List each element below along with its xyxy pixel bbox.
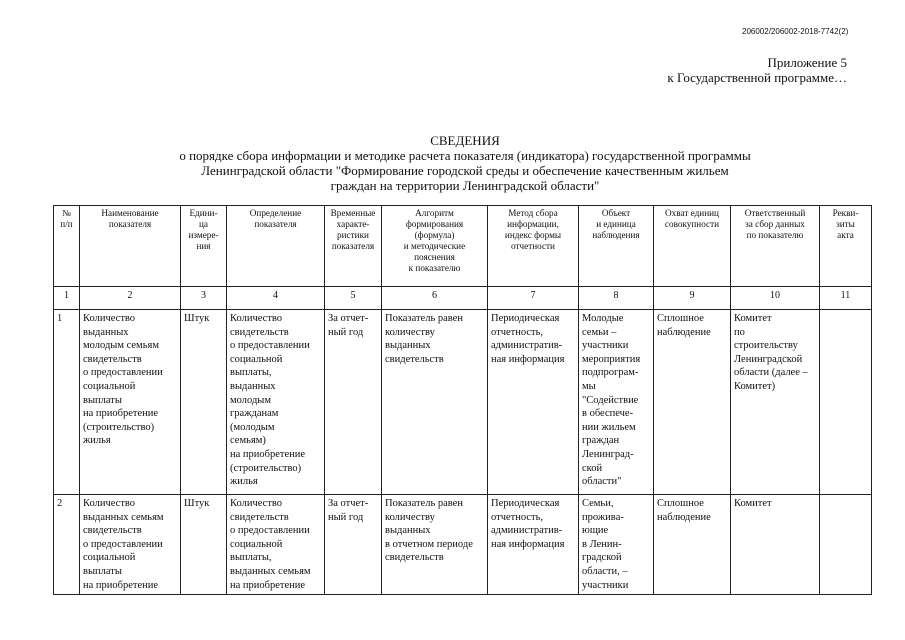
header-cell: Едини- ца измере- ния xyxy=(181,206,227,287)
table-cell: Количество выданных молодым семьям свидетельств о предоставлении социальной выплаты на приобретение (строительство) жилья xyxy=(80,310,181,495)
title-heading: СВЕДЕНИЯ xyxy=(430,133,500,148)
header-cell: Временные характе- ристики показателя xyxy=(325,206,382,287)
table-cell xyxy=(820,310,872,495)
title-line-2: Ленинградской области "Формирование городской среды и обеспечение качественным жильем xyxy=(201,163,729,178)
table-cell: Штук xyxy=(181,495,227,595)
header-cell: Метод сбора информации, индекс формы отчетности xyxy=(488,206,579,287)
table-cell: Периодическая отчетность, административ- ная информация xyxy=(488,495,579,595)
title-line-3: граждан на территории Ленинградской области" xyxy=(330,178,600,193)
table-cell: Количество свидетельств о предоставлении социальной выплаты, выданных молодым гражданам (молодым семьям) на приобретение (строительство) жилья xyxy=(227,310,325,495)
annex-reference xyxy=(667,55,847,85)
table-cell: За отчет- ный год xyxy=(325,310,382,495)
column-number: 9 xyxy=(654,287,731,310)
table-cell: Периодическая отчетность, административ- ная информация xyxy=(488,310,579,495)
header-cell: № п/п xyxy=(54,206,80,287)
indicator-table xyxy=(53,205,872,595)
column-number: 4 xyxy=(227,287,325,310)
table-header-row xyxy=(54,206,872,287)
table-cell: Штук xyxy=(181,310,227,495)
table-cell: Сплошное наблюдение xyxy=(654,495,731,595)
column-number: 2 xyxy=(80,287,181,310)
column-number: 10 xyxy=(731,287,820,310)
table-cell: Показатель равен количеству выданных в отчетном периоде свидетельств xyxy=(382,495,488,595)
table-cell: Комитет по строительству Ленинградской области (далее – Комитет) xyxy=(731,310,820,495)
annex-line-1: Приложение 5 xyxy=(767,55,847,70)
header-cell: Алгоритм формирования (формула) и методические пояснения к показателю xyxy=(382,206,488,287)
header-cell: Рекви- зиты акта xyxy=(820,206,872,287)
header-cell: Объект и единица наблюдения xyxy=(579,206,654,287)
header-cell: Определение показателя xyxy=(227,206,325,287)
table-cell xyxy=(820,495,872,595)
table-row xyxy=(54,495,872,595)
column-number: 1 xyxy=(54,287,80,310)
document-number: 206002/206002-2018-7742(2) xyxy=(742,27,849,36)
table-cell: Количество свидетельств о предоставлении социальной выплаты, выданных семьям на приобретение xyxy=(227,495,325,595)
column-number: 3 xyxy=(181,287,227,310)
document-title xyxy=(0,133,905,193)
table-cell: 1 xyxy=(54,310,80,495)
header-cell: Охват единиц совокупности xyxy=(654,206,731,287)
table-cell: Молодые семьи – участники мероприятия подпрограм- мы "Содействие в обеспече- нии жильем граждан Ленинград- ской области" xyxy=(579,310,654,495)
table-cell: Показатель равен количеству выданных свидетельств xyxy=(382,310,488,495)
table-cell: Семьи, проживa- ющие в Ленин- градской области, – участники xyxy=(579,495,654,595)
table-row xyxy=(54,310,872,495)
table-cell: Сплошное наблюдение xyxy=(654,310,731,495)
table-cell: Комитет xyxy=(731,495,820,595)
table-cell: 2 xyxy=(54,495,80,595)
table-cell: Количество выданных семьям свидетельств о предоставлении социальной выплаты на приобретение xyxy=(80,495,181,595)
column-number: 11 xyxy=(820,287,872,310)
column-number: 8 xyxy=(579,287,654,310)
header-cell: Ответственный за сбор данных по показателю xyxy=(731,206,820,287)
header-cell: Наименование показателя xyxy=(80,206,181,287)
column-number: 5 xyxy=(325,287,382,310)
title-line-1: о порядке сбора информации и методике расчета показателя (индикатора) государственной программы xyxy=(179,148,751,163)
annex-line-2: к Государственной программе… xyxy=(667,70,847,85)
column-number-row xyxy=(54,287,872,310)
column-number: 6 xyxy=(382,287,488,310)
column-number: 7 xyxy=(488,287,579,310)
table-cell: За отчет- ный год xyxy=(325,495,382,595)
